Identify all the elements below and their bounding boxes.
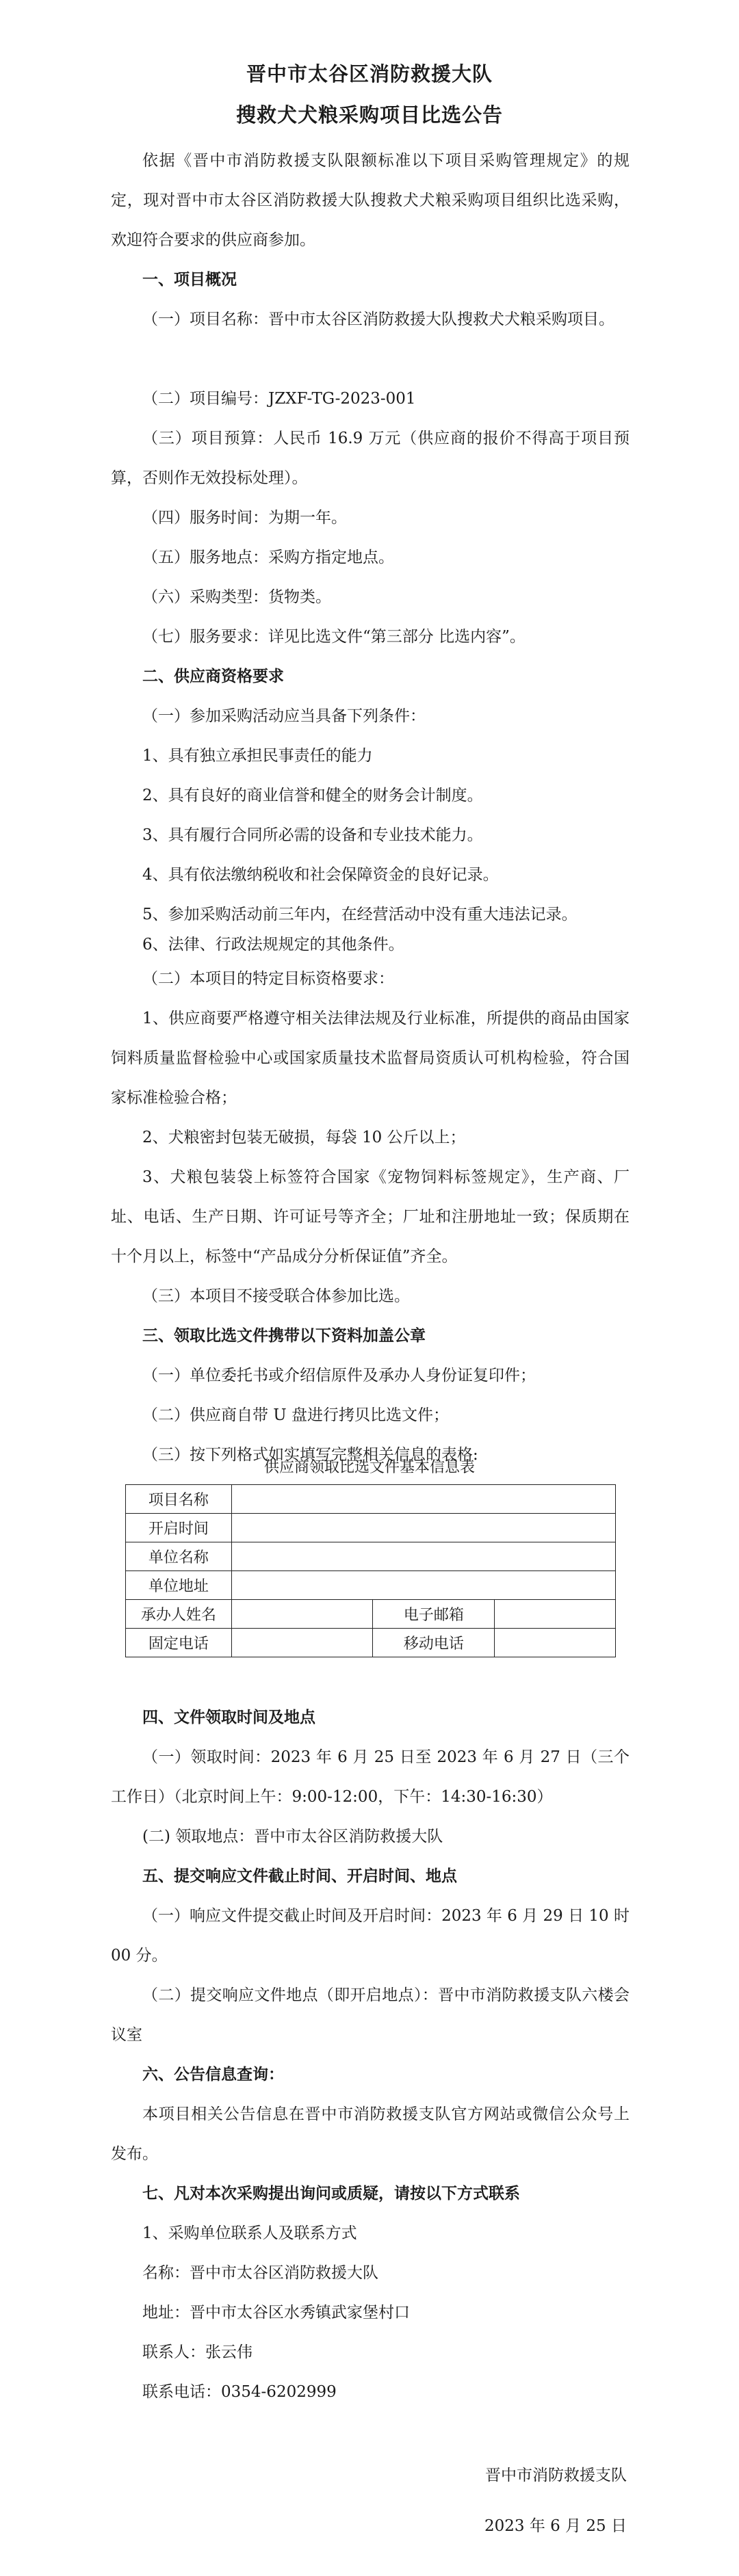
table-label-unit-name: 单位名称 xyxy=(126,1542,232,1571)
contact-phone: 联系电话：0354-6202999 xyxy=(142,2383,337,2401)
requirement-item: 1、具有独立承担民事责任的能力 xyxy=(142,747,373,765)
procurement-type-item: （六）采购类型：货物类。 xyxy=(142,588,331,606)
table-label-landline: 固定电话 xyxy=(126,1629,232,1657)
section-heading-documents: 三、领取比选文件携带以下资料加盖公章 xyxy=(142,1326,426,1345)
table-row xyxy=(126,1542,616,1571)
requirement-item: 3、具有履行合同所必需的设备和专业技术能力。 xyxy=(142,826,483,844)
table-cell-empty[interactable] xyxy=(231,1629,373,1657)
document-requirement-item: （二）供应商自带 U 盘进行拷贝比选文件； xyxy=(142,1406,450,1424)
table-label-mobile: 移动电话 xyxy=(373,1629,495,1657)
table-cell-empty[interactable] xyxy=(231,1571,615,1600)
table-cell-empty[interactable] xyxy=(231,1600,373,1629)
general-conditions-label: （一）参加采购活动应当具备下列条件： xyxy=(142,707,426,725)
signature-org: 晋中市消防救援支队 xyxy=(485,2467,627,2484)
intro-paragraph: 依据《晋中市消防救援支队限额标准以下项目采购管理规定》的规定，现对晋中市太谷区消防救援大队搜救犬犬粮采购项目组织比选采购，欢迎符合要求的供应商参加。 xyxy=(111,152,630,249)
requirement-item: 6、法律、行政法规规定的其他条件。 xyxy=(142,936,404,954)
collection-time-item: （一）领取时间：2023 年 6 月 25 日至 2023 年 6 月 27 日（三个工作日）（北京时间上午：9:00-12:00，下午：14:30-16:30） xyxy=(111,1748,630,1806)
table-row xyxy=(126,1571,616,1600)
table-cell-empty[interactable] xyxy=(231,1485,615,1514)
collection-location-item: (二) 领取地点：晋中市太谷区消防救援大队 xyxy=(142,1828,443,1845)
section-heading-contact: 七、凡对本次采购提出询问或质疑，请按以下方式联系 xyxy=(142,2184,520,2203)
project-number-item: （二）项目编号：JZXF-TG-2023-001 xyxy=(142,390,416,408)
specific-requirement-item: 3、犬粮包装袋上标签符合国家《宠物饲料标签规定》，生产商、厂址、电话、生产日期、许可证号等齐全；厂址和注册地址一致；保质期在十个月以上，标签中“产品成分分析保证值”齐全。 xyxy=(111,1168,630,1265)
document-requirement-item: （三）按下列格式如实填写完整相关信息的表格: xyxy=(142,1446,478,1464)
section-heading-overview: 一、项目概况 xyxy=(142,270,237,289)
page-subtitle: 搜救犬犬粮采购项目比选公告 xyxy=(235,103,503,127)
service-requirement-item: （七）服务要求：详见比选文件“第三部分 比选内容”。 xyxy=(142,628,526,646)
table-row xyxy=(126,1485,616,1514)
specific-requirement-item: 1、供应商要严格遵守相关法律法规及行业标准，所提供的商品由国家饲料质量监督检验中心或国家质量技术监督局资质认可机构检验，符合国家标准检验合格； xyxy=(111,1010,630,1107)
table-row xyxy=(126,1514,616,1542)
table-row xyxy=(126,1600,616,1629)
contact-subheading: 1、采购单位联系人及联系方式 xyxy=(142,2224,357,2242)
consortium-note: （三）本项目不接受联合体参加比选。 xyxy=(142,1287,410,1305)
table-cell-empty[interactable] xyxy=(231,1542,615,1571)
table-cell-empty[interactable] xyxy=(495,1629,616,1657)
service-location-item: （五）服务地点：采购方指定地点。 xyxy=(142,549,394,566)
contact-person: 联系人：张云伟 xyxy=(142,2343,252,2361)
document-requirement-item: （一）单位委托书或介绍信原件及承办人身份证复印件； xyxy=(142,1367,536,1384)
section-heading-qualifications: 二、供应商资格要求 xyxy=(142,667,284,685)
section-heading-inquiry: 六、公告信息查询： xyxy=(142,2065,284,2084)
supplier-info-table xyxy=(125,1484,616,1657)
signature-date: 2023 年 6 月 25 日 xyxy=(484,2517,627,2535)
specific-requirement-item: 2、犬粮密封包装无破损，每袋 10 公斤以上； xyxy=(142,1129,466,1146)
section-heading-collection: 四、文件领取时间及地点 xyxy=(142,1708,315,1726)
submission-deadline-item: （一）响应文件提交截止时间及开启时间：2023 年 6 月 29 日 10 时 00 分。 xyxy=(111,1907,630,1964)
table-row xyxy=(126,1629,616,1657)
submission-location-item: （二）提交响应文件地点（即开启地点）：晋中市消防救援支队六楼会议室 xyxy=(111,1986,630,2044)
page-title: 晋中市太谷区消防救援大队 xyxy=(246,62,493,86)
table-cell-empty[interactable] xyxy=(231,1514,615,1542)
inquiry-text: 本项目相关公告信息在晋中市消防救援支队官方网站或微信公众号上发布。 xyxy=(111,2105,630,2163)
table-caption: 供应商领取比选文件基本信息表 xyxy=(263,1459,475,1476)
table-label-project-name: 项目名称 xyxy=(126,1485,232,1514)
project-name-item: （一）项目名称：晋中市太谷区消防救援大队搜救犬犬粮采购项目。 xyxy=(142,311,614,328)
table-label-unit-address: 单位地址 xyxy=(126,1571,232,1600)
contact-org-name: 名称：晋中市太谷区消防救援大队 xyxy=(142,2264,378,2282)
table-cell-empty[interactable] xyxy=(495,1600,616,1629)
requirement-item: 4、具有依法缴纳税收和社会保障资金的良好记录。 xyxy=(142,866,499,884)
section-heading-submission: 五、提交响应文件截止时间、开启时间、地点 xyxy=(142,1867,457,1885)
service-time-item: （四）服务时间：为期一年。 xyxy=(142,509,347,527)
contact-address: 地址：晋中市太谷区水秀镇武家堡村口 xyxy=(142,2304,410,2322)
table-label-open-time: 开启时间 xyxy=(126,1514,232,1542)
specific-requirements-label: （二）本项目的特定目标资格要求： xyxy=(142,970,394,988)
requirement-item: 5、参加采购活动前三年内，在经营活动中没有重大违法记录。 xyxy=(142,906,578,923)
requirement-item: 2、具有良好的商业信誉和健全的财务会计制度。 xyxy=(142,787,483,804)
table-label-email: 电子邮箱 xyxy=(373,1600,495,1629)
table-label-contact-name: 承办人姓名 xyxy=(126,1600,232,1629)
project-budget-item: （三）项目预算：人民币 16.9 万元（供应商的报价不得高于项目预算，否则作无效投标处理）。 xyxy=(111,430,630,487)
